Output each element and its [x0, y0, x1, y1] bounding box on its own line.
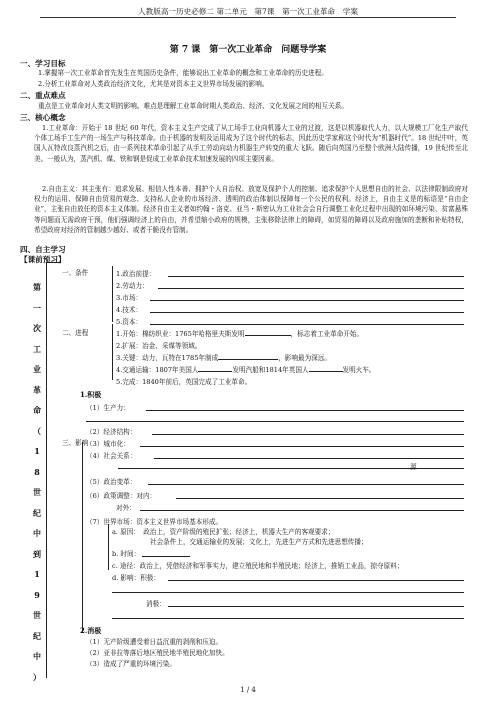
- goal-1: 1.掌握第一次工业革命首先发生在英国历史条件，能够说出工业革命的概念和工业革命的历史进程。: [38, 69, 328, 77]
- condition-politics: 1.政治前提：: [116, 270, 156, 278]
- vertical-title-char: 到: [33, 548, 41, 559]
- positive-productivity-blank[interactable]: [146, 410, 464, 411]
- negative-colonization: （2）亚非拉等落后地区殖民地半殖民地化加快。: [86, 649, 229, 657]
- world-market-brace: [108, 524, 109, 570]
- process-complete: 5.完成：1840年前后，英国完成了工业革命。: [116, 378, 252, 386]
- positive-urbanization: （3）城市化：: [86, 440, 130, 448]
- vertical-title-char: 9: [34, 589, 40, 600]
- vertical-title-char: 次: [33, 323, 41, 333]
- vertical-title-char: 中: [33, 651, 41, 661]
- branch-impact: 三、影响: [62, 439, 89, 447]
- process-transport-mid: 发明汽船和1814年英国人: [232, 366, 309, 374]
- concept-liberalism: 2.自由主义：其主张有：追求发展、相信人性本善、拥护个人自治权、放宽及保护个人的控制、追求保护个人思想自由的社会、以法律限制政府对权力的运用、保障自由贸易的观念、支持私人企业的市场经济、透明的政治体制以保障每一个公民的权利。经济上，自由主义是的标语是“自由企业”，主张自由放任的资本主义体制。经济自由主义者如约翰・洛克、亚当・斯密认为工业社会会自行调整工业化过程中出现的如环境污染、贫富悬殊等问题而无需政府干预，他们强调经济上的自由，并希望缩小政府的规模，主张移除法律上的障碍，如贸易的障碍以及政府施加的垄断和补贴特权，希望政府对经济的管制越少越好、或者干脆没有管制。: [34, 185, 468, 234]
- world-market-effect-positive-blank-2[interactable]: [112, 592, 464, 593]
- section-keypoints-heading: 二、重点难点: [20, 91, 66, 100]
- vertical-title-char: 1: [34, 569, 40, 579]
- positive-social-relations-note: 源: [410, 463, 417, 471]
- process-key-tail: ，影响最为深远。: [278, 354, 331, 362]
- condition-technology-blank[interactable]: [150, 312, 464, 313]
- page-header: 人教版高一历史必修二 第二单元 第7课 第一次工业革命 学案: [138, 7, 358, 16]
- vertical-title-char: 世: [33, 487, 41, 497]
- process-transport-blank-1[interactable]: [198, 364, 232, 372]
- condition-technology: 4.技术：: [116, 306, 143, 314]
- branch-process: 二、进程: [62, 329, 89, 337]
- keypoints-text: 重点是工业革命对人类文明的影响。难点是理解工业革命时期人类政治、经济、文化发展之间的相互关系。: [38, 102, 348, 110]
- vertical-title-char: 一: [33, 302, 41, 313]
- preview-heading: 【课前预习】: [20, 255, 66, 264]
- negative-pollution: （3）造成了严重的环境污染。: [86, 660, 176, 668]
- outline-top-tick: [46, 262, 60, 263]
- positive-productivity: （1）生产力：: [86, 404, 130, 412]
- process-brace: [112, 324, 113, 380]
- positive-policy-domestic: （6）政策调整：对内：: [86, 492, 157, 500]
- positive-urbanization-blank[interactable]: [140, 446, 464, 447]
- world-market-effect-positive-blank[interactable]: [168, 580, 464, 581]
- positive-political-change: （5）政治变革：: [86, 478, 137, 486]
- positive-social-relations-blank[interactable]: [154, 458, 464, 459]
- concept-industrial-revolution: 1.工业革命：开始于 18 世纪 60 年代，资本主义生产完成了从工场手工业向机器大工业的过渡，这是以机器取代人力，以大规模工厂化生产取代个体工场手工生产的一场生产与科技革命。由于机器的发明及运用成为了这个时代的标志，因此历史学家称这个时代为“机器时代”。18 世纪中叶，英国人瓦特改良蒸汽机之后，由一系列技术革命引起了从手工劳动向动力机器生产转变的重大飞跃。随后向英国乃至整个欧洲大陆传播，19 世纪传至北美。一般认为，蒸汽机、煤、铁和钢是促成工业革命技术加速发展的四项主要因素。: [34, 124, 468, 163]
- process-start-tail: ，标志着工业革命开始。: [290, 330, 364, 338]
- branch-conditions: 一、条件: [62, 269, 89, 277]
- world-market-time-blank[interactable]: [142, 556, 190, 557]
- process-key-blank[interactable]: [218, 352, 278, 360]
- vertical-title-char: 中: [33, 528, 41, 538]
- positive-productivity-blank-2[interactable]: [86, 421, 464, 422]
- process-transport-tail: 发明火车。: [342, 366, 376, 374]
- goal-2: 2.分析工业革命对人类政治经济文化，尤其是对资本主义世界市场发展的影响。: [38, 80, 269, 88]
- positive-policy-foreign: 对外：: [116, 504, 136, 512]
- world-market-effect: d. 影响：积极：: [112, 574, 160, 582]
- negative-exploitation: （1）无产阶级遭受着日益沉重的剥削和压迫。: [86, 638, 223, 646]
- process-expand: 2.扩展：冶金、采煤等领域。: [116, 342, 202, 350]
- negative-impact-label: 2.消极: [80, 626, 102, 635]
- vertical-title-char: 革: [33, 384, 41, 395]
- process-transport-text: 4.交通运输：1807年美国人: [116, 366, 199, 374]
- vertical-title-char: 纪: [33, 630, 41, 641]
- vertical-title-char: ）: [33, 671, 41, 682]
- vertical-title-char: 8: [34, 466, 40, 477]
- condition-market: 3.市场：: [116, 294, 143, 302]
- vertical-title-char: 纪: [33, 507, 41, 518]
- conditions-brace: [112, 266, 113, 322]
- page-title: 第 7 课 第一次工业革命 问题导学案: [169, 45, 327, 55]
- world-market-effect-negative-blank-2[interactable]: [112, 618, 464, 619]
- vertical-title-char: 业: [33, 364, 41, 374]
- world-market-effect-negative-blank[interactable]: [168, 606, 464, 607]
- vertical-title-char: 命: [33, 405, 41, 415]
- positive-world-market: （7）世界市场：资本主义世界市场基本形成。: [86, 518, 223, 526]
- condition-capital-blank[interactable]: [150, 324, 464, 325]
- vertical-title-char: 工: [33, 343, 41, 354]
- vertical-title-char: （: [33, 425, 41, 436]
- section-goals-heading: 一、学习目标: [20, 59, 66, 68]
- positive-economic-structure: （2）经济结构：: [86, 428, 137, 436]
- world-market-cause: a. 原因： 政治上，资产阶级的殖民扩张；经济上，机器大生产的客观要求；: [112, 528, 335, 536]
- positive-impact-label: 1.积极: [80, 390, 102, 399]
- positive-economic-structure-blank[interactable]: [152, 434, 464, 435]
- condition-market-blank[interactable]: [150, 300, 464, 301]
- process-transport: [116, 364, 376, 374]
- world-market-effect-negative: 消极：: [146, 600, 166, 608]
- positive-political-change-blank[interactable]: [148, 484, 464, 485]
- condition-labor: 2.劳动力：: [116, 282, 149, 290]
- condition-politics-blank[interactable]: [168, 276, 464, 277]
- world-market-means: c. 途径：政治上，凭借经济和军事实力，建立殖民地和半殖民地；经济上，推销工业品，掠夺原料；: [112, 562, 404, 570]
- process-start-text: 1.开始：棉纺织业：1765年哈格里夫斯发明: [116, 330, 245, 338]
- process-transport-blank-2[interactable]: [309, 364, 343, 372]
- vertical-title-char: 世: [33, 610, 41, 620]
- positive-policy-domestic-blank[interactable]: [176, 498, 464, 499]
- process-start: [116, 328, 363, 338]
- header-rule: [40, 17, 456, 18]
- world-market-time: b. 时间：: [112, 550, 141, 558]
- page-number: 1 / 4: [240, 686, 256, 694]
- condition-labor-blank[interactable]: [158, 288, 464, 289]
- condition-capital: 5.资本：: [116, 318, 143, 326]
- positive-policy-foreign-blank[interactable]: [140, 510, 464, 511]
- world-market-cause-2: 社会条件上，交通运输业的发展；文化上，先进生产方式和先进思想传播；: [150, 538, 368, 546]
- outline-main-bar: [46, 262, 47, 678]
- section-concepts-heading: 三、核心概念: [20, 113, 66, 122]
- process-key: [116, 352, 331, 362]
- vertical-title-char: 第: [33, 282, 41, 292]
- process-start-blank[interactable]: [245, 328, 291, 336]
- process-key-text: 3.关键：动力，瓦特在1785年制成: [116, 354, 219, 362]
- positive-brace: [82, 442, 83, 632]
- vertical-title-char: 1: [34, 446, 40, 456]
- positive-social-relations: （4）社会关系：: [86, 452, 137, 460]
- section-selfstudy-heading: 四、自主学习: [20, 245, 66, 254]
